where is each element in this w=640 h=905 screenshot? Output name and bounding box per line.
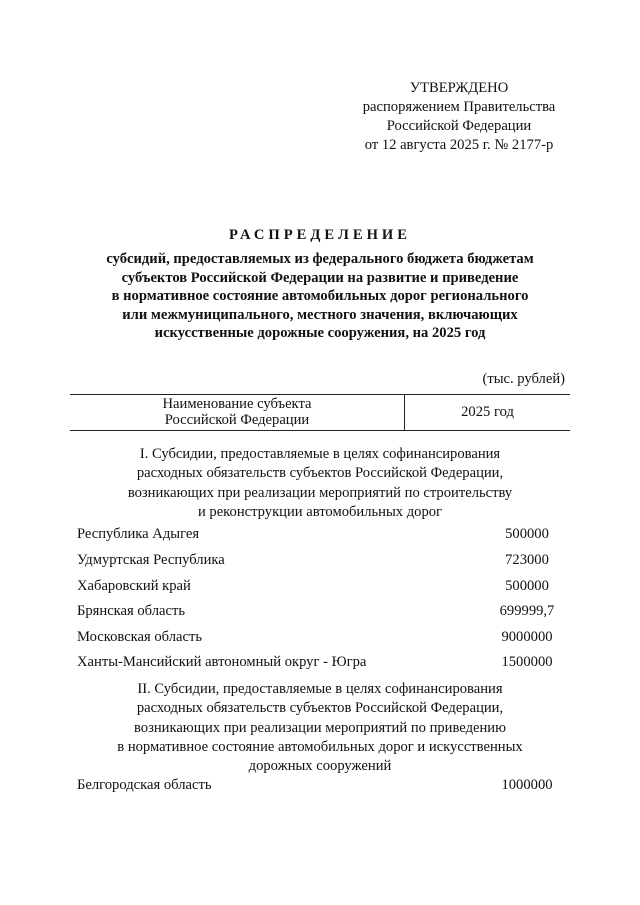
section-heading-line: I. Субсидии, предоставляемые в целях софинансирования (139, 446, 501, 462)
subtitle-line: или межмуниципального, местного значения, включающих (122, 306, 518, 323)
region-name: Московская область (77, 629, 203, 645)
table-row (77, 775, 570, 795)
section-heading-line: и реконструкции автомобильных дорог (197, 503, 443, 520)
table-row (77, 576, 570, 596)
subsidy-value: 1500000 (501, 654, 553, 670)
region-name: Удмуртская Республика (77, 552, 225, 568)
section-heading-line: расходных обязательств субъектов Российской Федерации, (136, 465, 504, 482)
subsidy-value: 500000 (505, 526, 549, 542)
subsidy-value: 1000000 (501, 777, 553, 793)
region-name: Ханты-Мансийский автономный округ - Югра (77, 654, 367, 670)
subtitle-line: искусственные дорожные сооружения, на 2025 год (154, 325, 486, 342)
section-heading-line: возникающих при реализации мероприятий по строительству (127, 484, 513, 501)
section-heading-line: II. Субсидии, предоставляемые в целях софинансирования (137, 681, 503, 697)
section-heading-line: возникающих при реализации мероприятий по приведению (133, 719, 507, 736)
header-year-cell: 2025 год (461, 404, 514, 420)
approval-title: УТВЕРЖДЕНО (409, 80, 509, 96)
section-heading-line: дорожных сооружений (248, 758, 392, 775)
header-name-cell (70, 395, 405, 430)
region-name: Белгородская область (77, 777, 212, 793)
table-row (77, 652, 570, 672)
region-name: Республика Адыгея (77, 526, 200, 542)
approval-line-3: от 12 августа 2025 г. № 2177-р (364, 137, 554, 153)
approval-line-2: Российской Федерации (386, 118, 532, 134)
section-heading-line: расходных обязательств субъектов Российской Федерации, (136, 700, 504, 717)
section-heading-line: в нормативное состояние автомобильных дорог и искусственных (117, 738, 523, 755)
subsidy-value: 9000000 (501, 629, 553, 645)
section-heading-2 (70, 680, 570, 776)
table-row (77, 524, 570, 544)
table-row (77, 601, 570, 621)
table-header (70, 394, 570, 431)
table-row (77, 627, 570, 647)
section-heading-1 (70, 445, 570, 522)
subsidy-value: 699999,7 (499, 603, 555, 619)
table-row (77, 550, 570, 570)
approval-stamp (348, 79, 570, 155)
document-subtitle (70, 250, 570, 343)
approval-line-1: распоряжением Правительства (362, 99, 556, 115)
region-name: Брянская область (77, 603, 186, 619)
subtitle-line: субсидий, предоставляемых из федерального бюджета бюджетам (106, 251, 534, 267)
document-heading (70, 225, 570, 343)
region-name: Хабаровский край (77, 578, 191, 594)
header-name-line: Российской Федерации (164, 411, 310, 428)
subtitle-line: в нормативное состояние автомобильных дорог регионального (111, 288, 529, 305)
subsidy-value: 500000 (505, 578, 549, 594)
subtitle-line: субъектов Российской Федерации на развитие и приведение (121, 269, 519, 286)
units-label: (тыс. рублей) (482, 371, 565, 387)
header-name-line: Наименование субъекта (162, 396, 312, 412)
document-title: РАСПРЕДЕЛЕНИЕ (228, 227, 412, 243)
subsidy-value: 723000 (505, 552, 549, 568)
